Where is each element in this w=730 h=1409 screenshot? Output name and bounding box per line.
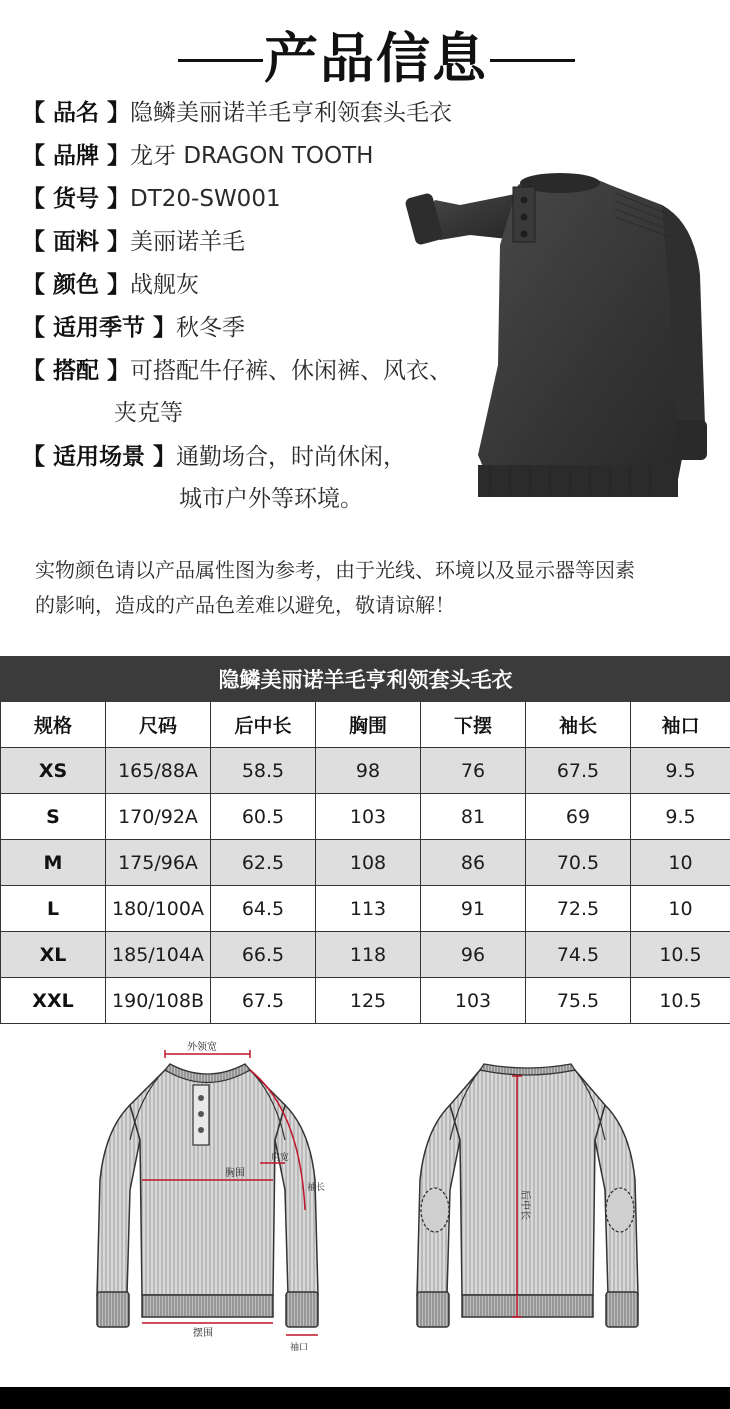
table-cell: 10.5 xyxy=(631,978,730,1024)
table-cell: 69 xyxy=(526,794,631,840)
info-key: 【 颜色 】 xyxy=(22,272,131,298)
table-cell: 98 xyxy=(316,748,421,794)
info-row-brand xyxy=(22,141,373,171)
table-cell: 9.5 xyxy=(631,794,730,840)
info-key: 【 货号 】 xyxy=(22,186,131,212)
table-caption: 隐鳞美丽诺羊毛亨利领套头毛衣 xyxy=(1,657,730,702)
info-value: 美丽诺羊毛 xyxy=(130,229,246,255)
table-cell: 118 xyxy=(316,932,421,978)
table-row xyxy=(1,932,730,978)
back-length-label: 后中长 xyxy=(519,1190,530,1220)
table-cell: 76 xyxy=(421,748,526,794)
table-cell: 180/100A xyxy=(106,886,211,932)
column-header: 袖口 xyxy=(631,702,730,748)
neck-width-label: 外领宽 xyxy=(187,1042,217,1053)
notice-line-1: 实物颜色请以产品属性图为参考，由于光线、环境以及显示器等因素 xyxy=(35,558,635,582)
table-cell: 10.5 xyxy=(631,932,730,978)
color-notice xyxy=(35,553,725,623)
info-value: 可搭配牛仔裤、休闲裤、风衣、 xyxy=(130,358,453,384)
table-cell: 74.5 xyxy=(526,932,631,978)
info-row-color xyxy=(22,270,199,300)
table-cell: 125 xyxy=(316,978,421,1024)
size-table xyxy=(0,656,730,1024)
column-header: 下摆 xyxy=(421,702,526,748)
table-cell: 113 xyxy=(316,886,421,932)
cuff-label: 袖口 xyxy=(290,1343,309,1353)
column-header: 后中长 xyxy=(211,702,316,748)
column-header: 胸围 xyxy=(316,702,421,748)
table-cell: XL xyxy=(1,932,106,978)
table-cell: M xyxy=(1,840,106,886)
info-key: 【 适用季节 】 xyxy=(22,315,177,341)
table-cell: 62.5 xyxy=(211,840,316,886)
table-row xyxy=(1,978,730,1024)
info-row-name xyxy=(22,98,452,128)
section-header xyxy=(0,22,730,96)
info-row-sku xyxy=(22,184,281,214)
table-cell: 60.5 xyxy=(211,794,316,840)
info-row-matching xyxy=(22,356,453,426)
column-header: 尺码 xyxy=(106,702,211,748)
table-cell: 67.5 xyxy=(211,978,316,1024)
info-value: 龙牙 DRAGON TOOTH xyxy=(130,143,374,169)
table-cell: L xyxy=(1,886,106,932)
table-cell: 86 xyxy=(421,840,526,886)
table-cell: 103 xyxy=(316,794,421,840)
table-cell: 165/88A xyxy=(106,748,211,794)
info-value: 隐鳞美丽诺羊毛亨利领套头毛衣 xyxy=(130,100,453,126)
table-cell: 96 xyxy=(421,932,526,978)
column-header: 规格 xyxy=(1,702,106,748)
info-value-continued: 城市户外等环境。 xyxy=(179,486,363,512)
info-key: 【 搭配 】 xyxy=(22,358,131,384)
info-value: 通勤场合，时尚休闲， xyxy=(176,444,407,470)
info-key: 【 面料 】 xyxy=(22,229,131,255)
sleeve-length-label: 袖长 xyxy=(307,1183,326,1193)
footer-bar xyxy=(0,1387,730,1409)
info-key: 【 适用场景 】 xyxy=(22,444,177,470)
table-header-row xyxy=(1,702,730,748)
table-cell: 170/92A xyxy=(106,794,211,840)
table-cell: 175/96A xyxy=(106,840,211,886)
header-rule-left xyxy=(178,59,263,62)
info-value-continued: 夹克等 xyxy=(114,400,183,426)
shoulder-label: 肩宽 xyxy=(271,1153,290,1163)
table-row xyxy=(1,840,730,886)
info-row-scene xyxy=(22,442,407,512)
table-cell: 66.5 xyxy=(211,932,316,978)
table-cell: 10 xyxy=(631,840,730,886)
table-cell: 9.5 xyxy=(631,748,730,794)
table-cell: 103 xyxy=(421,978,526,1024)
table-row xyxy=(1,886,730,932)
back-measurement-diagram xyxy=(405,1040,650,1370)
table-row xyxy=(1,748,730,794)
header-rule-right xyxy=(490,59,575,62)
table-cell: 108 xyxy=(316,840,421,886)
chest-label: 胸围 xyxy=(225,1168,245,1179)
front-measurement-diagram xyxy=(85,1040,330,1370)
sweater-product-photo xyxy=(400,165,715,510)
info-key: 【 品牌 】 xyxy=(22,143,131,169)
table-cell: XXL xyxy=(1,978,106,1024)
notice-line-2: 的影响，造成的产品色差难以避免，敬请谅解！ xyxy=(35,593,455,617)
info-row-season xyxy=(22,313,245,343)
table-cell: 10 xyxy=(631,886,730,932)
table-cell: 72.5 xyxy=(526,886,631,932)
table-cell: 91 xyxy=(421,886,526,932)
table-cell: 67.5 xyxy=(526,748,631,794)
table-cell: 75.5 xyxy=(526,978,631,1024)
hem-label: 摆围 xyxy=(193,1328,213,1339)
table-row xyxy=(1,794,730,840)
table-cell: XS xyxy=(1,748,106,794)
info-value: DT20-SW001 xyxy=(130,186,281,212)
info-row-fabric xyxy=(22,227,245,257)
info-key: 【 品名 】 xyxy=(22,100,131,126)
column-header: 袖长 xyxy=(526,702,631,748)
table-cell: 64.5 xyxy=(211,886,316,932)
table-cell: 81 xyxy=(421,794,526,840)
table-cell: 58.5 xyxy=(211,748,316,794)
page-title: 产品信息 xyxy=(264,27,488,90)
table-cell: 70.5 xyxy=(526,840,631,886)
table-cell: 185/104A xyxy=(106,932,211,978)
table-cell: S xyxy=(1,794,106,840)
info-value: 秋冬季 xyxy=(176,315,246,341)
table-cell: 190/108B xyxy=(106,978,211,1024)
info-value: 战舰灰 xyxy=(130,272,200,298)
